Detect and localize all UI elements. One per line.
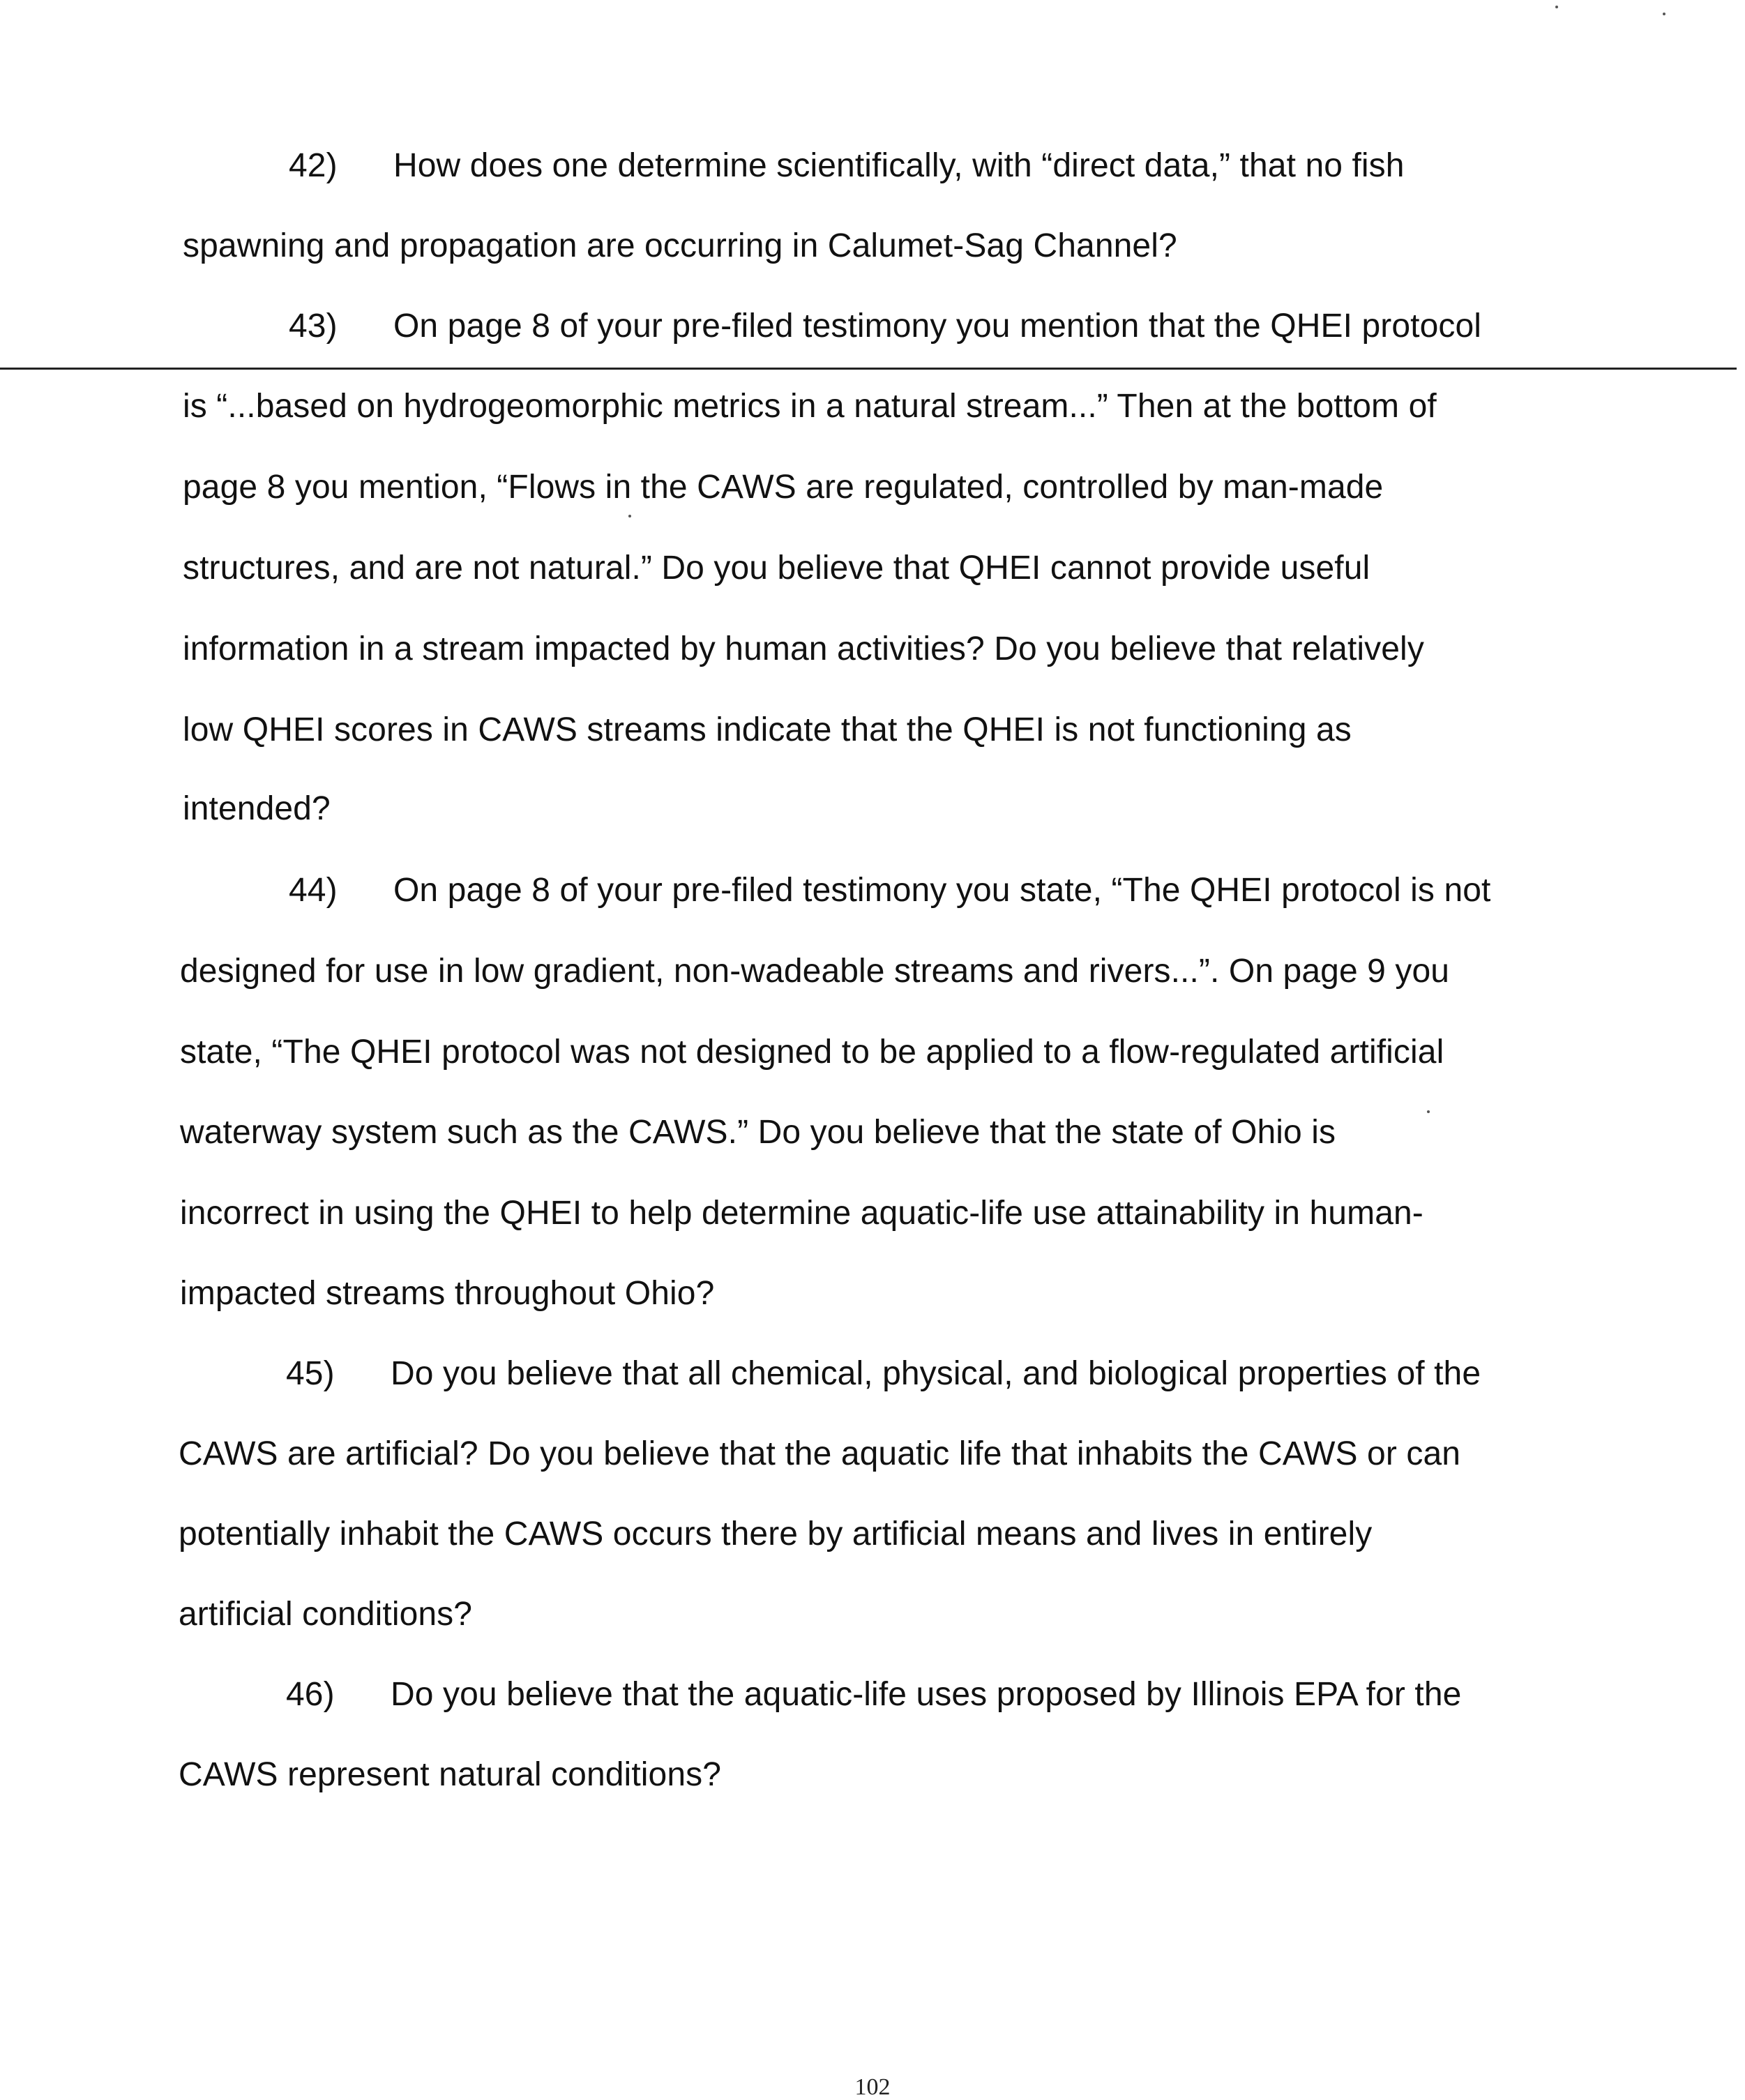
question-45-line-3: potentially inhabit the CAWS occurs there by artificial means and lives in entirely	[179, 1516, 1373, 1553]
question-46-first-line	[286, 1674, 1461, 1716]
question-44-first-line	[289, 870, 1491, 912]
question-43-line-1: On page 8 of your pre-filed testimony you mention that the QHEI protocol	[393, 308, 1482, 345]
question-45-line-1: Do you believe that all chemical, physical, and biological properties of the	[391, 1355, 1481, 1392]
question-43-line-4: structures, and are not natural.” Do you believe that QHEI cannot provide useful	[183, 550, 1370, 587]
scan-speck	[628, 515, 631, 518]
question-43-number: 43)	[289, 308, 338, 345]
scan-speck	[1427, 1110, 1430, 1113]
question-45-number: 45)	[286, 1355, 335, 1392]
scan-speck	[1555, 6, 1558, 8]
horizontal-rule	[0, 368, 1737, 370]
question-43-first-line	[289, 305, 1481, 347]
question-45-line-2: CAWS are artificial? Do you believe that the aquatic life that inhabits the CAWS or can	[179, 1435, 1461, 1472]
question-42-line-1: How does one determine scientifically, with “direct data,” that no fish	[393, 147, 1405, 184]
question-44-line-2: designed for use in low gradient, non-wadeable streams and rivers...”. On page 9 you	[180, 953, 1450, 990]
question-42-first-line	[289, 145, 1405, 187]
question-43-line-3: page 8 you mention, “Flows in the CAWS are regulated, controlled by man-made	[183, 469, 1384, 506]
scan-speck	[1663, 13, 1665, 15]
page-number: 102	[854, 2074, 891, 2100]
question-42-line-2: spawning and propagation are occurring in Calumet-Sag Channel?	[183, 227, 1177, 264]
question-44-line-3: state, “The QHEI protocol was not designed to be applied to a flow-regulated artificial	[180, 1034, 1444, 1071]
question-46-number: 46)	[286, 1676, 335, 1713]
question-42-number: 42)	[289, 147, 338, 184]
question-45-first-line	[286, 1353, 1481, 1395]
question-43-line-6: low QHEI scores in CAWS streams indicate that the QHEI is not functioning as	[183, 711, 1352, 748]
question-44-line-4: waterway system such as the CAWS.” Do you believe that the state of Ohio is	[180, 1114, 1336, 1151]
question-44-number: 44)	[289, 872, 338, 909]
question-43-line-7: intended?	[183, 790, 331, 827]
question-43-line-2: is “...based on hydrogeomorphic metrics in a natural stream...” Then at the bottom of	[183, 388, 1437, 425]
question-44-line-6: impacted streams throughout Ohio?	[180, 1275, 715, 1312]
question-44-line-5: incorrect in using the QHEI to help determine aquatic-life use attainability in human-	[180, 1195, 1423, 1232]
question-46-line-1: Do you believe that the aquatic-life uses proposed by Illinois EPA for the	[391, 1676, 1462, 1713]
question-43-line-5: information in a stream impacted by human activities? Do you believe that relatively	[183, 630, 1424, 667]
question-46-line-2: CAWS represent natural conditions?	[179, 1756, 722, 1793]
question-45-line-4: artificial conditions?	[179, 1596, 473, 1633]
question-44-line-1: On page 8 of your pre-filed testimony you state, “The QHEI protocol is not	[393, 872, 1491, 909]
